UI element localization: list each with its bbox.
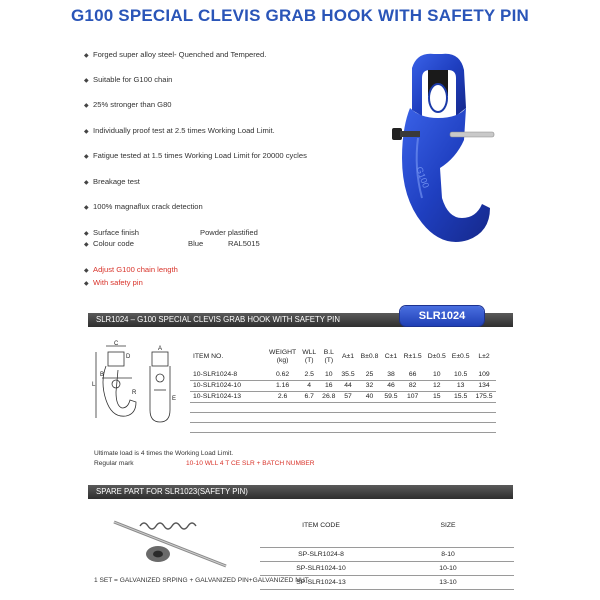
spare-spacer-row xyxy=(260,533,514,548)
feature-item: ◆ Suitable for G100 chain xyxy=(84,75,173,84)
diamond-bullet-icon: ◆ xyxy=(84,129,89,135)
diamond-bullet-icon: ◆ xyxy=(84,180,89,186)
feature-item: ◆ Breakage test xyxy=(84,177,140,186)
section-bar-slr1024: SLR1024 – G100 SPECIAL CLEVIS GRAB HOOK WITH SAFETY PIN xyxy=(88,313,513,327)
header-l: L±2 xyxy=(478,353,490,360)
dim-a-label: A xyxy=(158,346,163,352)
table-row: 10-SLR1024-13 2.6 6.7 26.8 57 40 59.5 107 15 15.5 175.5 xyxy=(190,392,496,403)
highlight-item: ◆ With safety pin xyxy=(84,278,143,287)
header-a: A±1 xyxy=(342,353,355,360)
dim-r-label: R xyxy=(132,390,137,396)
header-d: D±0.5 xyxy=(427,353,446,360)
header-wll: WLL (T) xyxy=(302,349,317,364)
dim-d-label: D xyxy=(126,354,131,360)
diamond-bullet-icon: ◆ xyxy=(84,268,89,274)
product-code-badge: SLR1024 xyxy=(400,306,484,326)
header-e: E±0.5 xyxy=(451,353,470,360)
dim-l-label: L xyxy=(92,382,96,388)
ultimate-load-note: Ultimate load is 4 times the Working Load Limit. xyxy=(94,450,234,457)
diamond-bullet-icon: ◆ xyxy=(84,78,89,84)
feature-item: ◆ Fatigue tested at 1.5 times Working Load Limit for 20000 cycles xyxy=(84,151,307,160)
header-b: B±0.8 xyxy=(360,353,379,360)
table-row-empty xyxy=(190,403,496,413)
surface-finish: ◆ Surface finish Powder plastified xyxy=(84,228,258,237)
header-bl: B.L (T) xyxy=(323,349,334,364)
diamond-bullet-icon: ◆ xyxy=(84,205,89,211)
highlight-item: ◆ Adjust G100 chain length xyxy=(84,265,178,274)
feature-item: ◆ 25% stronger than G80 xyxy=(84,100,172,109)
section-bar-spare-part: SPARE PART FOR SLR1023(SAFETY PIN) xyxy=(88,485,513,499)
diamond-bullet-icon: ◆ xyxy=(84,281,89,287)
grab-hook-image xyxy=(372,48,502,270)
safety-pin-image xyxy=(110,512,230,572)
regular-mark-value: 10-10 WLL 4 T CE SLR + BATCH NUMBER xyxy=(186,460,315,467)
spec-table xyxy=(190,344,496,433)
dim-e-label: E xyxy=(172,396,177,402)
header-c: C±1 xyxy=(384,353,398,360)
table-row: SP-SLR1024-10 10-10 xyxy=(260,562,514,576)
dim-b-label: B xyxy=(100,372,105,378)
table-row: 10-SLR1024-10 1.16 4 16 44 32 46 82 12 13 134 xyxy=(190,381,496,392)
diamond-bullet-icon: ◆ xyxy=(84,103,89,109)
regular-mark-note: Regular mark 10-10 WLL 4 T CE SLR + BATCH NUMBER xyxy=(94,460,315,467)
header-r: R±1.5 xyxy=(403,353,422,360)
header-item-code: ITEM CODE xyxy=(302,521,340,529)
set-contents-note: 1 SET = GALVANIZED SRPING + GALVANIZED PIN+GALVANIZED NUT xyxy=(94,577,309,584)
svg-text:G100: G100 xyxy=(414,165,432,190)
spec-header-row xyxy=(190,344,496,370)
dim-c-label: C xyxy=(114,341,119,347)
diamond-bullet-icon: ◆ xyxy=(84,53,89,59)
feature-item: ◆ 100% magnaflux crack detection xyxy=(84,202,203,211)
header-item: ITEM NO. xyxy=(193,353,224,360)
table-row: SP-SLR1024-8 8-10 xyxy=(260,548,514,562)
header-size: SIZE xyxy=(440,521,456,529)
table-row: 10-SLR1024-8 0.62 2.5 10 35.5 25 38 66 10 10.5 109 xyxy=(190,370,496,381)
colour-code: ◆ Colour code Blue RAL5015 xyxy=(84,239,260,248)
table-row: SP-SLR1024-13 13-10 xyxy=(260,576,514,590)
table-row-empty xyxy=(190,423,496,433)
header-weight: WEIGHT (kg) xyxy=(269,349,297,364)
page-title: G100 SPECIAL CLEVIS GRAB HOOK WITH SAFETY PIN xyxy=(71,6,529,25)
spare-header-row xyxy=(260,517,514,533)
diamond-bullet-icon: ◆ xyxy=(84,242,89,248)
feature-item: ◆ Forged super alloy steel- Quenched and Tempered. xyxy=(84,50,267,59)
diamond-bullet-icon: ◆ xyxy=(84,231,89,237)
technical-drawing xyxy=(92,340,187,435)
table-row-empty xyxy=(190,413,496,423)
feature-item: ◆ Individually proof test at 2.5 times Working Load Limit. xyxy=(84,126,275,135)
diamond-bullet-icon: ◆ xyxy=(84,154,89,160)
